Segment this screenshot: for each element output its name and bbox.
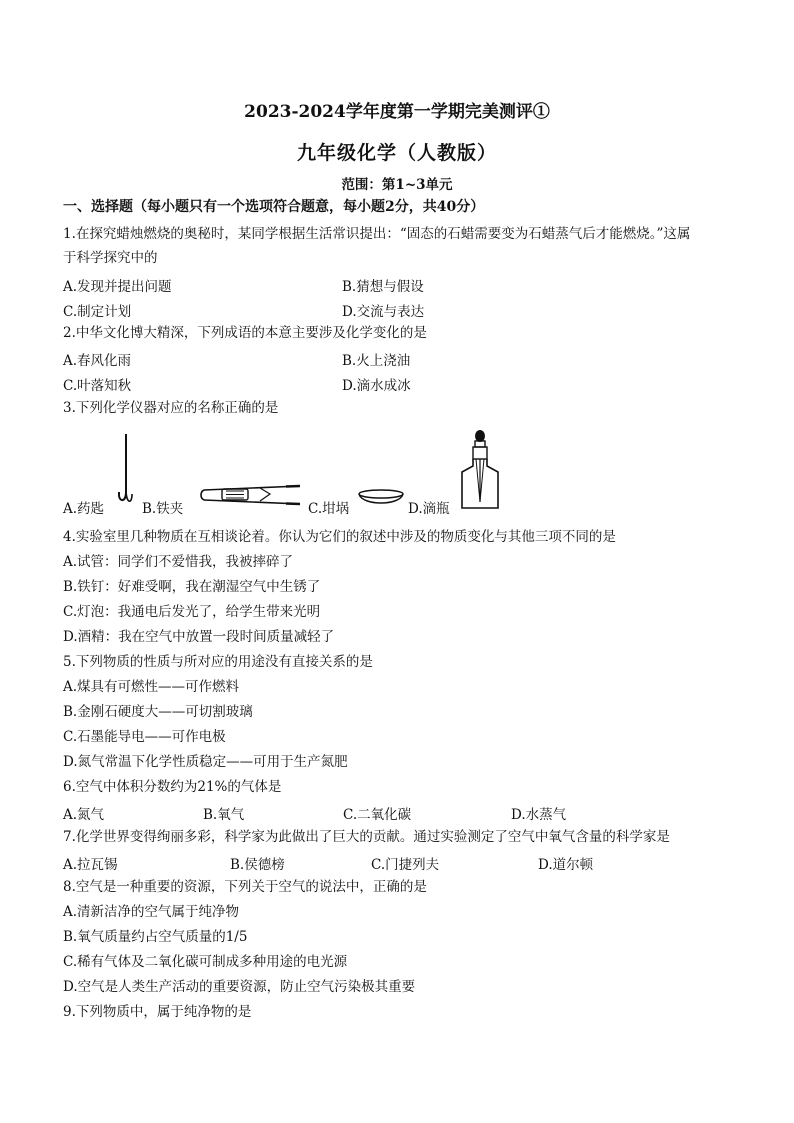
section-heading: 一、选择题（每小题只有一个选项符合题意，每小题2分，共40分） (63, 199, 485, 215)
q7-option-b: B.侯德榜 (230, 857, 285, 873)
q7-option-d: D.道尔顿 (538, 857, 594, 873)
q7-option-c: C.门捷列夫 (371, 857, 440, 873)
q4-option-c: C.灯泡：我通电后发光了，给学生带来光明 (63, 604, 321, 620)
q3-stem: 3.下列化学仪器对应的名称正确的是 (63, 400, 279, 416)
q1-option-d: D.交流与表达 (342, 304, 425, 320)
q6-option-c: C.二氧化碳 (343, 807, 412, 823)
exam-scope: 范围：第1~3单元 (341, 177, 453, 193)
q5-option-c: C.石墨能导电——可作电极 (63, 729, 226, 745)
q3-option-a: A.药匙 (63, 501, 105, 517)
exam-subtitle: 九年级化学（人教版） (296, 142, 497, 164)
q1-stem-line1: 1.在探究蜡烛燃烧的奥秘时，某同学根据生活常识提出：“固态的石蜡需要变为石蜡蒸气后才能燃烧。”这属 (63, 226, 691, 242)
q2-option-d: D.滴水成冰 (342, 378, 411, 394)
q3-option-d: D.滴瓶 (408, 501, 450, 517)
q5-option-a: A.煤具有可燃性——可作燃料 (63, 679, 240, 695)
q6-option-d: D.水蒸气 (511, 807, 567, 823)
tongs-illustration (200, 482, 306, 508)
q2-stem: 2.中华文化博大精深，下列成语的本意主要涉及化学变化的是 (63, 325, 427, 341)
q3-option-c: C.坩埚 (308, 501, 350, 517)
dropper-bottle-illustration (458, 428, 502, 512)
q6-option-b: B.氧气 (203, 807, 245, 823)
q8-option-d: D.空气是人类生产活动的重要资源，防止空气污染极其重要 (63, 979, 416, 995)
q2-option-c: C.叶落知秋 (63, 378, 132, 394)
q6-option-a: A.氮气 (63, 807, 105, 823)
q1-option-c: C.制定计划 (63, 304, 132, 320)
q1-option-a: A.发现并提出问题 (63, 279, 172, 295)
q4-stem: 4.实验室里几种物质在互相谈论着。你认为它们的叙述中涉及的物质变化与其他三项不同的是 (63, 529, 616, 545)
q2-option-b: B.火上浇油 (342, 353, 411, 369)
q8-option-a: A.清新洁净的空气属于纯净物 (63, 904, 240, 920)
q6-stem: 6.空气中体积分数约为21%的气体是 (63, 779, 282, 795)
q8-stem: 8.空气是一种重要的资源，下列关于空气的说法中，正确的是 (63, 879, 427, 895)
q8-option-c: C.稀有气体及二氧化碳可制成多种用途的电光源 (63, 954, 348, 970)
q5-stem: 5.下列物质的性质与所对应的用途没有直接关系的是 (63, 654, 373, 670)
q4-option-a: A.试管：同学们不爱惜我，我被摔碎了 (63, 554, 294, 570)
q7-option-a: A.拉瓦锡 (63, 857, 118, 873)
q3-option-b: B.铁夹 (142, 501, 184, 517)
exam-title: 2023-2024学年度第一学期完美测评① (244, 102, 550, 122)
q5-option-d: D.氮气常温下化学性质稳定——可用于生产氮肥 (63, 754, 348, 770)
q9-stem: 9.下列物质中，属于纯净物的是 (63, 1004, 252, 1020)
q2-option-a: A.春风化雨 (63, 353, 132, 369)
q5-option-b: B.金刚石硬度大——可切割玻璃 (63, 704, 253, 720)
q4-option-b: B.铁钉：好难受啊，我在潮湿空气中生锈了 (63, 579, 321, 595)
q7-stem: 7.化学世界变得绚丽多彩，科学家为此做出了巨大的贡献。通过实验测定了空气中氧气含量的科学家是 (63, 829, 670, 845)
q1-option-b: B.猜想与假设 (342, 279, 424, 295)
q4-option-d: D.酒精：我在空气中放置一段时间质量减轻了 (63, 629, 335, 645)
crucible-illustration (356, 488, 406, 510)
q8-option-b: B.氧气质量约占空气质量的1/5 (63, 929, 248, 945)
q1-stem-line2: 于科学探究中的 (63, 250, 158, 266)
spoon-illustration (112, 430, 138, 512)
